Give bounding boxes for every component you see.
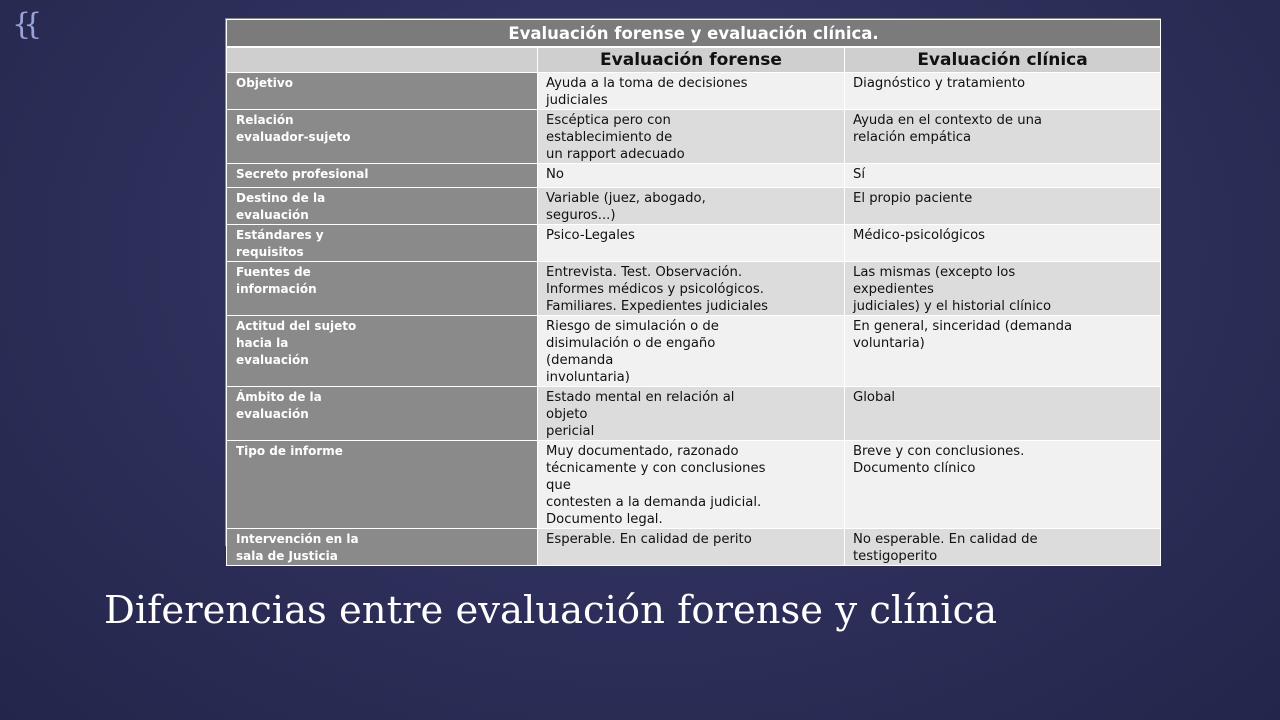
cell-forense xyxy=(538,225,845,262)
cell-line: judiciales) y el historial clínico xyxy=(853,299,1052,314)
row-label xyxy=(227,110,538,164)
table-row xyxy=(227,164,1161,188)
cell-line: información xyxy=(236,282,317,296)
cell-line: evaluación xyxy=(236,407,309,421)
cell-line: Documento clínico xyxy=(853,461,976,476)
cell-line: El propio paciente xyxy=(853,191,973,206)
row-label xyxy=(227,441,538,529)
cell-line: Escéptica pero con xyxy=(546,113,671,128)
cell-line: Documento legal. xyxy=(546,512,663,527)
cell-line: evaluación xyxy=(236,353,309,367)
cell-line: Intervención en la xyxy=(236,532,359,546)
cell-line: Global xyxy=(853,390,896,405)
cell-line: No xyxy=(546,167,564,182)
cell-line: testigoperito xyxy=(853,549,938,564)
cell-line: requisitos xyxy=(236,245,304,259)
table-row xyxy=(227,387,1161,441)
cell-line: Secreto profesional xyxy=(236,167,369,181)
cell-line: voluntaria) xyxy=(853,336,925,351)
row-label xyxy=(227,262,538,316)
cell-forense xyxy=(538,73,845,110)
comparison-table-image xyxy=(226,19,1160,564)
cell-forense xyxy=(538,441,845,529)
cell-line: contesten a la demanda judicial. xyxy=(546,495,762,510)
row-label xyxy=(227,73,538,110)
cell-line: Psico-Legales xyxy=(546,228,635,243)
table-body xyxy=(227,73,1161,566)
cell-forense xyxy=(538,529,845,566)
cell-line: objeto xyxy=(546,407,588,422)
cell-forense xyxy=(538,110,845,164)
cell-line: Esperable. En calidad de perito xyxy=(546,532,752,547)
cell-line: Familiares. Expedientes judiciales xyxy=(546,299,769,314)
row-label xyxy=(227,529,538,566)
comparison-table xyxy=(226,19,1161,566)
cell-line: disimulación o de engaño xyxy=(546,336,716,351)
cell-forense xyxy=(538,164,845,188)
cell-line: Riesgo de simulación o de xyxy=(546,319,719,334)
cell-line: Diagnóstico y tratamiento xyxy=(853,76,1026,91)
cell-line: Entrevista. Test. Observación. xyxy=(546,265,743,280)
cell-line: seguros...) xyxy=(546,208,616,223)
cell-line: hacia la xyxy=(236,336,289,350)
cell-line: involuntaria) xyxy=(546,370,630,385)
cell-line: (demanda xyxy=(546,353,614,368)
header-forense: Evaluación forense xyxy=(538,47,845,73)
cell-clinica xyxy=(845,441,1161,529)
cell-line: Breve y con conclusiones. xyxy=(853,444,1025,459)
cell-line: Tipo de informe xyxy=(236,444,343,458)
cell-line: Fuentes de xyxy=(236,265,311,279)
cell-line: judiciales xyxy=(546,93,608,108)
row-label xyxy=(227,164,538,188)
cell-line: evaluador-sujeto xyxy=(236,130,351,144)
table-row xyxy=(227,110,1161,164)
row-label xyxy=(227,225,538,262)
header-clinica: Evaluación clínica xyxy=(845,47,1161,73)
cell-line: expedientes xyxy=(853,282,934,297)
cell-line: Médico-psicológicos xyxy=(853,228,986,243)
cell-forense xyxy=(538,262,845,316)
cell-line: Destino de la xyxy=(236,191,326,205)
cell-line: Ayuda en el contexto de una xyxy=(853,113,1043,128)
cell-clinica xyxy=(845,316,1161,387)
cell-line: Estándares y xyxy=(236,228,324,242)
cell-line: Objetivo xyxy=(236,76,293,90)
cell-line: sala de Justicia xyxy=(236,549,338,563)
cell-clinica xyxy=(845,262,1161,316)
row-label xyxy=(227,316,538,387)
row-label xyxy=(227,387,538,441)
cell-line: Ámbito de la xyxy=(236,390,322,404)
cell-line: un rapport adecuado xyxy=(546,147,685,162)
cell-line: técnicamente y con conclusiones xyxy=(546,461,766,476)
table-row xyxy=(227,262,1161,316)
cell-line: Ayuda a la toma de decisiones xyxy=(546,76,748,91)
cell-clinica xyxy=(845,188,1161,225)
cell-line: Las mismas (excepto los xyxy=(853,265,1016,280)
cell-line: Estado mental en relación al xyxy=(546,390,735,405)
table-row xyxy=(227,441,1161,529)
table-row xyxy=(227,225,1161,262)
cell-line: Variable (juez, abogado, xyxy=(546,191,706,206)
cell-clinica xyxy=(845,387,1161,441)
table-title: Evaluación forense y evaluación clínica. xyxy=(227,20,1161,48)
table-row xyxy=(227,316,1161,387)
cell-clinica xyxy=(845,73,1161,110)
cell-clinica xyxy=(845,225,1161,262)
cell-forense xyxy=(538,316,845,387)
table-row xyxy=(227,73,1161,110)
cell-forense xyxy=(538,188,845,225)
cell-clinica xyxy=(845,529,1161,566)
row-label xyxy=(227,188,538,225)
cell-line: Sí xyxy=(853,167,866,182)
cell-line: Relación xyxy=(236,113,294,127)
cell-clinica xyxy=(845,110,1161,164)
table-row xyxy=(227,188,1161,225)
cell-line: Actitud del sujeto xyxy=(236,319,357,333)
slide-title: Diferencias entre evaluación forense y clínica xyxy=(104,588,998,633)
cell-line: pericial xyxy=(546,424,595,439)
cell-forense xyxy=(538,387,845,441)
decorative-brace-icon: {{ xyxy=(12,7,35,42)
cell-line: Muy documentado, razonado xyxy=(546,444,739,459)
cell-line: En general, sinceridad (demanda xyxy=(853,319,1073,334)
table-row xyxy=(227,529,1161,566)
cell-clinica xyxy=(845,164,1161,188)
header-blank-cell xyxy=(227,47,538,73)
cell-line: evaluación xyxy=(236,208,309,222)
cell-line: Informes médicos y psicológicos. xyxy=(546,282,764,297)
cell-line: que xyxy=(546,478,571,493)
cell-line: relación empática xyxy=(853,130,972,145)
cell-line: establecimiento de xyxy=(546,130,673,145)
cell-line: No esperable. En calidad de xyxy=(853,532,1038,547)
